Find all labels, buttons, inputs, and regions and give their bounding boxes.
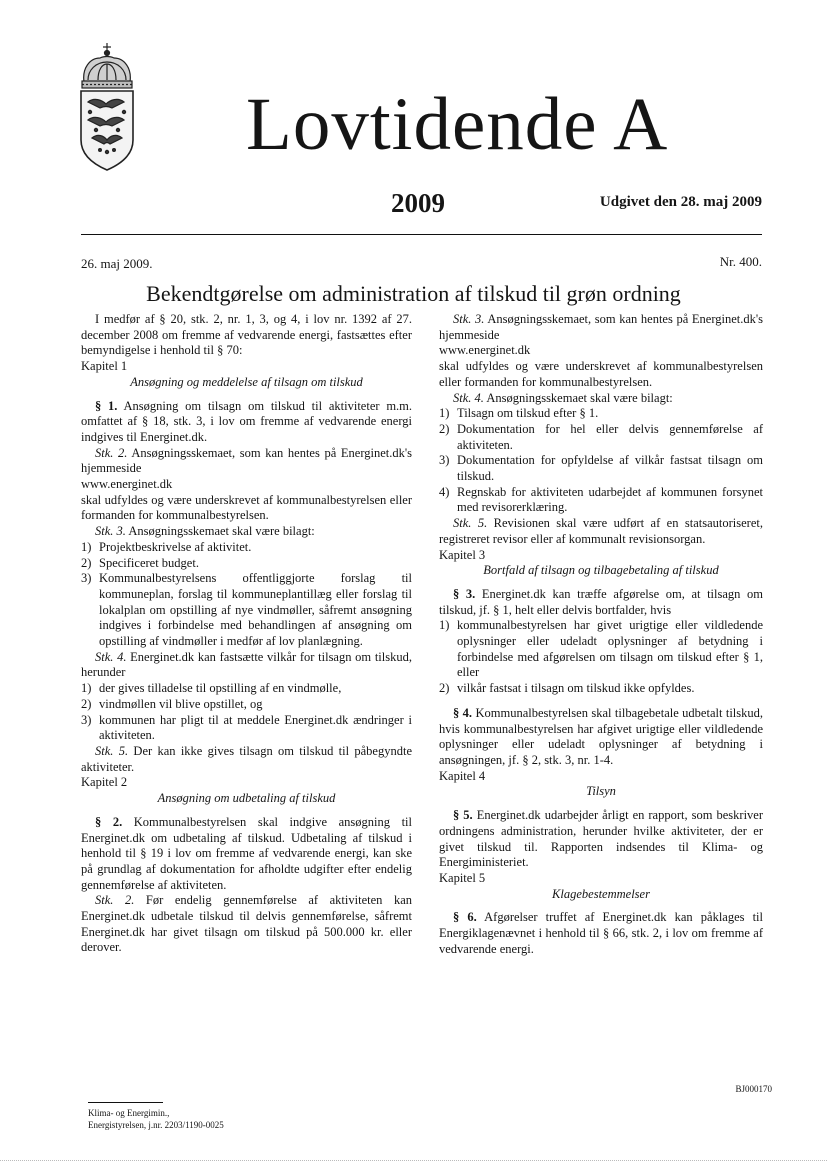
- p2-stk-3-text: Ansøgningsskemaet, som kan hentes på Energinet.dk's hjemmeside: [439, 312, 763, 342]
- left-column: [81, 312, 412, 956]
- footer-divider: [88, 1102, 163, 1103]
- footer-ministry: Klima- og Energimin.,: [88, 1108, 170, 1118]
- p1-stk-5-label: Stk. 5.: [95, 743, 129, 758]
- paragraph-1: [81, 399, 412, 446]
- paragraph-5-label: § 5.: [453, 808, 473, 823]
- paragraph-3-text: Energinet.dk kan træffe afgørelse om, at tilsagn om tilskud, jf. § 1, helt eller delvis bortfalder, hvis: [439, 586, 763, 617]
- paragraph-3: [439, 587, 763, 618]
- chapter-2-heading: Kapitel 2: [81, 775, 128, 790]
- document-number: Nr. 400.: [719, 254, 762, 269]
- masthead-year: 2009: [391, 188, 445, 218]
- p2-stk-5: [439, 516, 763, 547]
- p1-stk-5: [81, 744, 412, 775]
- p2-stk-4-label: Stk. 4.: [453, 390, 484, 405]
- chapter-1-heading: Kapitel 1: [81, 359, 128, 374]
- p2-stk-3-text-cont: skal udfyldes og være underskrevet af kommunalbestyrelsen eller formanden for kommunalbestyrelsen.: [439, 359, 763, 389]
- royal-crest-logo: [76, 42, 138, 174]
- right-column: [439, 312, 763, 957]
- p1-stk-3-text: Ansøgningsskemaet skal være bilagt:: [128, 524, 315, 539]
- paragraph-6: [439, 910, 763, 957]
- p2-stk-2-text: Før endelig gennemførelse af aktiviteten kan Energinet.dk udbetale tilskud til delvis gennemførelse, såfremt Energinet.dk har givet tilsagn om tilskud på 500.000 kr. eller derover.: [81, 893, 412, 955]
- p2-stk-3-label: Stk. 3.: [453, 312, 485, 326]
- paragraph-1-text: Ansøgning om tilsagn om tilskud til aktiviteter m.m. omfattet af § 18, stk. 3, i lov om fremme af vedvarende energi indgives til Energinet.dk.: [81, 398, 413, 444]
- chapter-1-subheading: Ansøgning og meddelelse af tilsagn om tilskud: [130, 374, 363, 389]
- reference-code: BJ000170: [735, 1084, 772, 1094]
- chapter-3-subheading: Bortfald af tilsagn og tilbagebetaling af tilskud: [483, 563, 719, 578]
- chapter-4-subheading: Tilsyn: [586, 784, 616, 799]
- list-item: 2) vilkår fastsat i tilsagn om tilskud ikke opfyldes.: [439, 681, 695, 696]
- paragraph-6-label: § 6.: [453, 910, 477, 925]
- list-item: 2) Specificeret budget.: [81, 555, 199, 570]
- chapter-5-subheading: Klagebestemmelser: [552, 886, 650, 901]
- p2-stk-2: [81, 893, 412, 956]
- p1-stk-4: [81, 650, 412, 681]
- p1-stk-2-text-cont: skal udfyldes og være underskrevet af kommunalbestyrelsen eller formanden for kommunalbestyrelsen.: [81, 492, 412, 523]
- list-item: 1) der gives tilladelse til opstilling af en vindmølle,: [81, 681, 342, 696]
- p2-stk-3: [439, 312, 763, 343]
- p2-stk-2-label: Stk. 2.: [95, 893, 135, 908]
- footer-journal-number: Energistyrelsen, j.nr. 2203/1190-0025: [88, 1120, 224, 1130]
- masthead-divider: [81, 234, 762, 235]
- paragraph-3-label: § 3.: [453, 586, 476, 601]
- list-item: 1) Tilsagn om tilskud efter § 1.: [439, 406, 599, 421]
- paragraph-2-label: § 2.: [95, 814, 123, 829]
- chapter-3-heading: Kapitel 3: [439, 547, 486, 562]
- list-item: 4) Regnskab for aktiviteten udarbejdet af kommunen forsynet med revisorerklæring.: [439, 484, 763, 515]
- p3-list: [439, 618, 763, 697]
- chapter-4-heading: Kapitel 4: [439, 768, 486, 783]
- p2-stk-5-label: Stk. 5.: [453, 516, 488, 531]
- preamble: I medfør af § 20, stk. 2, nr. 1, 3, og 4, i lov nr. 1392 af 27. december 2008 om fremme af vedvarende energi, fastsættes efter bemyndigelse i henhold til § 70:: [81, 312, 412, 358]
- paragraph-6-text: Afgørelser truffet af Energinet.dk kan påklages til Energiklagenævnet i henhold til § 66, stk. 2, i lov om fremme af vedvarende energi.: [439, 910, 764, 956]
- p2-stk-4-text: Ansøgningsskemaet skal være bilagt:: [486, 390, 673, 405]
- p1-stk-2: [81, 446, 412, 477]
- p2-stk-5-text: Revisionen skal være udført af en statsautoriseret, registreret revisor eller af kommunalt revisionsorgan.: [439, 516, 763, 546]
- chapter-2-subheading: Ansøgning om udbetaling af tilskud: [157, 791, 336, 806]
- p1-stk-2-url: www.energinet.dk: [81, 477, 173, 492]
- p1-stk-2-label: Stk. 2.: [95, 445, 128, 460]
- paragraph-2-text: Kommunalbestyrelsen skal indgive ansøgning til Energinet.dk om udbetaling af tilskud. Udbetaling af tilskud i henhold til § 19 i lov om fremme af vedvarende energi, kan ske på grundlag af dokumentation for afholdte udgifter efter endelig gennemførelse af aktiviteten.: [81, 814, 412, 892]
- chapter-5-heading: Kapitel 5: [439, 870, 486, 885]
- list-item: 1) Projektbeskrivelse af aktivitet.: [81, 539, 252, 554]
- document-title: Bekendtgørelse om administration af tilskud til grøn ordning: [146, 281, 681, 306]
- p1-stk-4-text: Energinet.dk kan fastsætte vilkår for tilsagn om tilskud, herunder: [81, 649, 412, 680]
- paragraph-4-label: § 4.: [453, 705, 473, 720]
- list-item: 2) Dokumentation for hel eller delvis gennemførelse af aktiviteten.: [439, 421, 763, 452]
- paragraph-1-label: § 1.: [95, 398, 118, 413]
- p1-stk-5-text: Der kan ikke gives tilsagn om tilskud til påbegyndte aktiviteter.: [81, 743, 413, 774]
- list-item: 2) vindmøllen vil blive opstillet, og: [81, 696, 263, 711]
- p2-stk-3-url: www.energinet.dk: [439, 343, 531, 358]
- p1-stk-3-label: Stk. 3.: [95, 524, 126, 539]
- paragraph-2: [81, 815, 412, 894]
- p1-stk-4-label: Stk. 4.: [95, 649, 127, 664]
- paragraph-4: [439, 706, 763, 769]
- list-item: 1) kommunalbestyrelsen har givet urigtige eller vildledende oplysninger eller udeladt oplysninger af betydning i forbindelse med afgørelsen om tilsagn om tilskud efter § 1, eller: [439, 618, 763, 680]
- list-item: 3) Kommunalbestyrelsens offentliggjorte forslag til kommuneplan, forslag til kommuneplantillæg eller forslag til lokalplan om opstilling af nye vindmøller, såfremt ansøgning indgives i forbindelse med behandlingen af ansøgning om opstilling af vindmøller i medfør af lov planlægning.: [81, 571, 412, 649]
- masthead-title: Lovtidende A: [246, 83, 669, 166]
- publication-date: Udgivet den 28. maj 2009: [599, 194, 762, 210]
- paragraph-5: [439, 808, 763, 871]
- p1-stk-3: [81, 524, 412, 540]
- p2-stk-4: [439, 391, 763, 407]
- list-item: 3) Dokumentation for opfyldelse af vilkår fastsat tilsagn om tilskud.: [439, 453, 763, 484]
- paragraph-4-text: Kommunalbestyrelsen skal tilbagebetale udbetalt tilskud, hvis kommunalbestyrelsen har afgivet urigtige eller vildledende oplysninger eller udeladt oplysninger af betydning i ansøgningen, jf. § 2, stk. 3, nr. 1-4.: [439, 705, 764, 767]
- paragraph-5-text: Energinet.dk udarbejder årligt en rapport, som beskriver ordningens administration, herunder hvilke aktiviteter, der er givet tilskud til. Rapporten indsendes til Klima- og Energiministeriet.: [439, 808, 764, 870]
- p1-stk-3-list: [81, 540, 412, 650]
- list-item: 3) kommunen har pligt til at meddele Energinet.dk ændringer i aktiviteten.: [81, 712, 412, 743]
- p2-stk-4-list: [439, 406, 763, 516]
- page-bottom-edge: [0, 1160, 827, 1161]
- document-date: 26. maj 2009.: [81, 256, 153, 271]
- p1-stk-2-text: Ansøgningsskemaet, som kan hentes på Energinet.dk's hjemmeside: [81, 445, 412, 476]
- p1-stk-4-list: [81, 681, 412, 744]
